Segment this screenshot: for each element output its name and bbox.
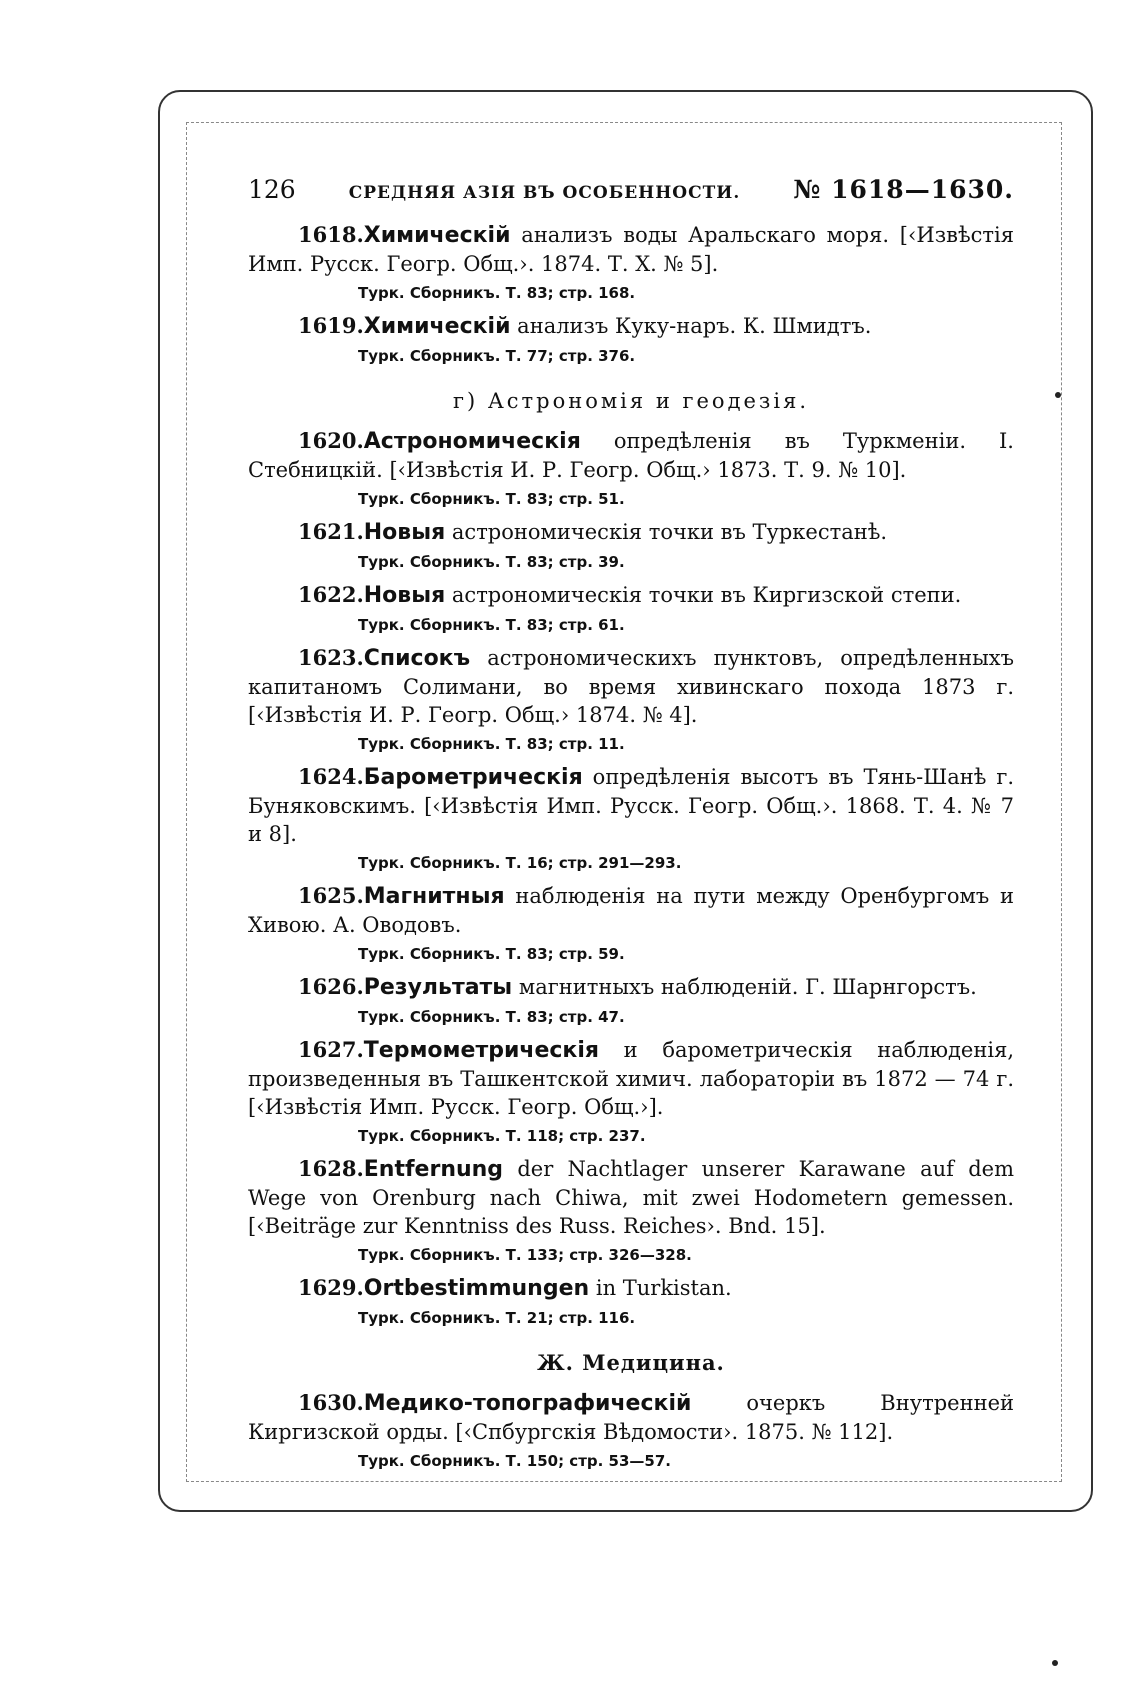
entry-reference: Турк. Сборникъ. Т. 21; стр. 116. — [358, 1309, 636, 1327]
entry-reference: Турк. Сборникъ. Т. 83; стр. 61. — [358, 616, 625, 634]
entry-number: 1623. — [298, 645, 364, 670]
entry-text: in Turkistan. — [589, 1276, 732, 1300]
entry-reference: Турк. Сборникъ. Т. 118; стр. 237. — [358, 1127, 646, 1145]
entry-text: астрономическія точки въ Туркестанѣ. — [445, 520, 888, 544]
entry-keyword: Ortbestimmungen — [363, 1276, 590, 1301]
entry-number: 1618. — [298, 222, 364, 247]
entry-number: 1621. — [298, 519, 364, 544]
entry-reference: Турк. Сборникъ. Т. 150; стр. 53—57. — [358, 1452, 671, 1470]
bibliography-entry — [248, 312, 1014, 341]
page-content — [248, 176, 1014, 1474]
section-heading: г) Астрономія и геодезія. — [452, 389, 810, 413]
entry-reference: Турк. Сборникъ. Т. 83; стр. 168. — [358, 284, 636, 302]
bibliography-entry — [248, 973, 1014, 1002]
entry-reference: Турк. Сборникъ. Т. 77; стр. 376. — [358, 347, 636, 365]
entry-text: астрономическія точки въ Киргизской степи. — [445, 583, 962, 607]
bibliography-entry — [248, 1389, 1014, 1446]
bibliography-entry — [248, 427, 1014, 484]
entry-keyword: Магнитныя — [363, 884, 505, 909]
entry-number: 1620. — [298, 428, 364, 453]
bibliography-entry — [248, 1036, 1014, 1121]
entry-text: очеркъ Внутренней Киргизской орды. [‹Спбургскія Вѣдомости›. 1875. № 112]. — [248, 1391, 1014, 1444]
entry-list — [248, 427, 1014, 1331]
entry-list — [248, 221, 1014, 369]
entry-keyword: Термометрическія — [363, 1038, 600, 1063]
entry-reference: Турк. Сборникъ. Т. 83; стр. 39. — [358, 553, 625, 571]
entry-text: наблюденія на пути между Оренбургомъ и Хивою. А. Оводовъ. — [248, 884, 1014, 937]
page-header — [248, 176, 1014, 207]
entry-text: и барометрическія наблюденія, произведенныя въ Ташкентской химич. лабораторіи въ 1872 — 74 г. [‹Извѣстія Имп. Русск. Геогр. Общ.›]. — [248, 1038, 1014, 1119]
entry-keyword: Химическій — [363, 314, 511, 339]
entry-keyword: Результаты — [363, 975, 513, 1000]
ink-dot — [1055, 392, 1061, 398]
entry-keyword: Медико-топографическій — [363, 1391, 692, 1416]
bibliography-entry — [248, 644, 1014, 729]
entry-reference: Турк. Сборникъ. Т. 83; стр. 59. — [358, 945, 625, 963]
entry-text: астрономическихъ пунктовъ, опредѣленныхъ капитаномъ Солимани, во время хивинскаго похода 1873 г. [‹Извѣстія И. Р. Геогр. Общ.› 1874. № 4]. — [248, 646, 1014, 727]
entry-number: 1628. — [298, 1156, 364, 1181]
entry-text: опредѣленія въ Туркменіи. І. Стебницкій. [‹Извѣстія И. Р. Геогр. Общ.› 1873. Т. 9. № 10]. — [248, 429, 1014, 482]
bibliography-entry — [248, 221, 1014, 278]
entry-keyword: Новыя — [363, 583, 446, 608]
entry-keyword: Астрономическія — [363, 429, 581, 454]
entry-text: анализъ воды Аральскаго моря. [‹Извѣстія Имп. Русск. Геогр. Общ.›. 1874. Т. X. № 5]. — [248, 223, 1014, 276]
entry-keyword: Барометрическія — [363, 765, 583, 790]
entry-reference: Турк. Сборникъ. Т. 83; стр. 51. — [358, 490, 625, 508]
entry-reference: Турк. Сборникъ. Т. 83; стр. 11. — [358, 735, 625, 753]
bibliography-entry — [248, 1155, 1014, 1240]
entry-keyword: Списокъ — [363, 646, 471, 671]
entry-text: магнитныхъ наблюденій. Г. Шарнгорстъ. — [512, 975, 977, 999]
bibliography-entry — [248, 581, 1014, 610]
section-heading: Ж. Медицина. — [537, 1350, 725, 1375]
entry-text: der Nachtlager unserer Karawane auf dem Wege von Orenburg nach Chiwa, mit zwei Hodometern gemessen. [‹Beiträge zur Kenntniss des Russ. Reiches›. Bnd. 15]. — [248, 1157, 1014, 1238]
entry-text: анализъ Куку-наръ. К. Шмидтъ. — [510, 314, 872, 338]
entry-text: опредѣленія высотъ въ Тянь-Шанѣ г. Буняковскимъ. [‹Извѣстія Имп. Русск. Геогр. Общ.›. 1868. Т. 4. № 7 и 8]. — [248, 765, 1014, 846]
entry-number: 1622. — [298, 582, 364, 607]
entry-list — [248, 1389, 1014, 1474]
bibliography-entry — [248, 1274, 1014, 1303]
entry-number: 1627. — [298, 1037, 364, 1062]
entry-number: 1625. — [298, 883, 364, 908]
entry-number: 1626. — [298, 974, 364, 999]
entry-keyword: Entfernung — [363, 1157, 504, 1182]
entry-reference: Турк. Сборникъ. Т. 83; стр. 47. — [358, 1008, 625, 1026]
ink-dot — [1052, 1660, 1058, 1666]
entry-number: 1630. — [298, 1390, 364, 1415]
entry-number: 1619. — [298, 313, 364, 338]
entry-keyword: Химическій — [363, 223, 511, 248]
bibliography-entry — [248, 518, 1014, 547]
bibliography-entry — [248, 763, 1014, 848]
entry-number: 1629. — [298, 1275, 364, 1300]
page-number: 126 — [248, 175, 296, 204]
bibliography-entry — [248, 882, 1014, 939]
entry-number: 1624. — [298, 764, 364, 789]
running-title: СРЕДНЯЯ АЗІЯ ВЪ ОСОБЕННОСТИ. — [348, 183, 741, 203]
entry-range: № 1618—1630. — [793, 175, 1014, 204]
entry-reference: Турк. Сборникъ. Т. 16; стр. 291—293. — [358, 854, 682, 872]
entry-reference: Турк. Сборникъ. Т. 133; стр. 326—328. — [358, 1246, 692, 1264]
entry-keyword: Новыя — [363, 520, 446, 545]
